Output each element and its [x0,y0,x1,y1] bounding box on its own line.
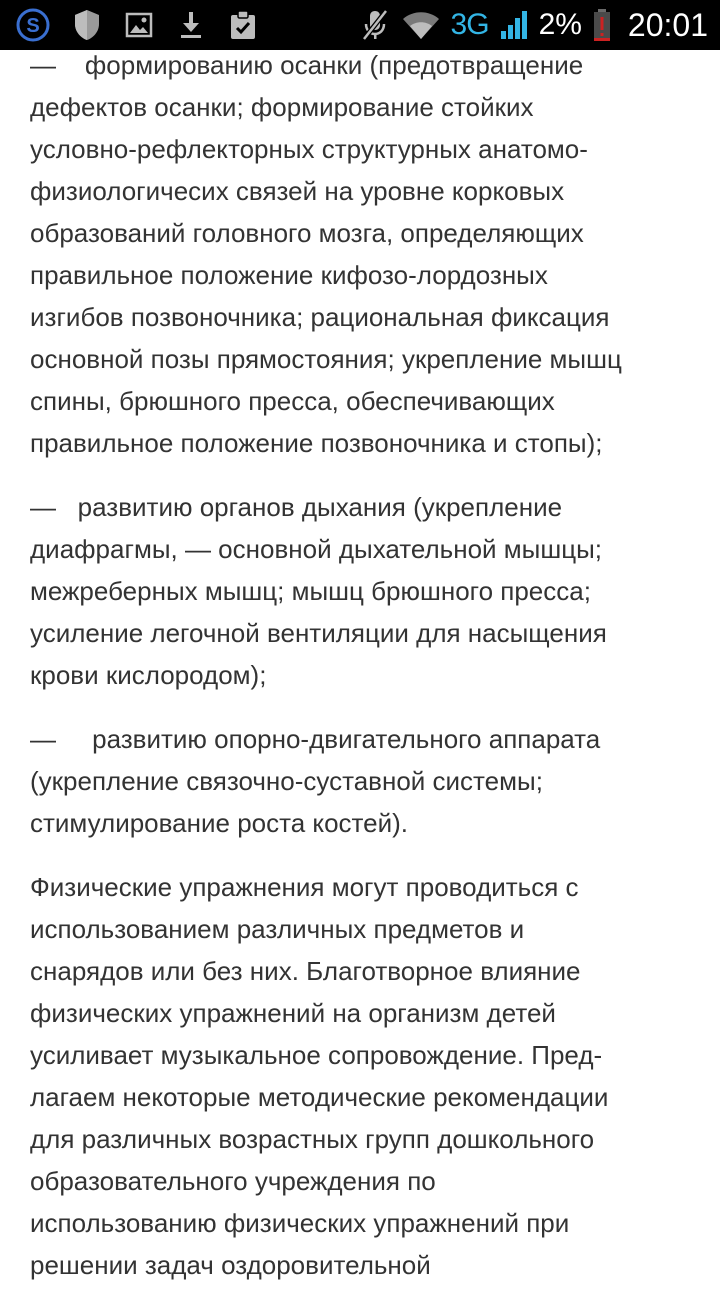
signal-icon [499,9,529,41]
text-line: — развитию опорно-двигательного аппарата [30,724,601,754]
article-body [30,44,700,1308]
text-line: правильное положение кифозо-лордозных [30,260,548,290]
notification-icons [16,8,258,42]
mute-icon [359,8,391,42]
shield-icon [72,8,102,42]
text-line: спины, брюшного пресса, обеспечивающих [30,386,555,416]
text-line: лагаем некоторые методические рекомендации [30,1082,609,1112]
text-line: образовательного учреждения по [30,1166,436,1196]
text-line: (укрепление связочно-суставной системы; [30,766,543,796]
text-line: физических упражнений на организм детей [30,998,556,1028]
text-line: — формированию осанки (предотвращение [30,50,584,80]
download-icon [176,9,206,41]
text-line: Физические упражнения могут проводиться с [30,872,579,902]
text-line: дефектов осанки; формирование стойких [30,92,534,122]
text-line: использованию физических упражнений при [30,1208,570,1238]
svg-text:S: S [26,15,40,37]
text-line: изгибов позвоночника; рациональная фиксация [30,302,610,332]
clock: 20:01 [627,6,708,43]
wifi-icon [401,9,441,41]
text-line: — развитию органов дыхания (укрепление [30,492,563,522]
text-line: диафрагмы, — основной дыхательной мышцы; [30,534,603,564]
text-line: стимулирование роста костей). [30,808,409,838]
status-bar [0,0,720,50]
paragraph-exercises [30,866,700,1286]
text-line: образований головного мозга, определяющих [30,218,584,248]
text-line: усиливает музыкальное сопровождение. Пред- [30,1040,603,1070]
text-line: решении задач оздоровительной [30,1250,431,1280]
text-line: условно-рефлекторных структурных анатомо- [30,134,588,164]
paragraph-posture [30,44,700,464]
system-indicators [359,7,708,44]
network-type: 3G [450,8,489,41]
text-line: крови кислородом); [30,660,267,690]
text-line: физиологичесих связей на уровне корковых [30,176,565,206]
text-line: межреберных мышц; мышц брюшного пресса; [30,576,591,606]
battery-icon [592,8,612,42]
s-app-icon [16,8,50,42]
battery-percent: 2% [538,8,582,41]
text-line: усиление легочной вентиляции для насыщения [30,618,607,648]
paragraph-musculoskeletal [30,718,700,844]
text-line: снарядов или без них. Благотворное влияние [30,956,581,986]
text-line: для различных возрастных групп дошкольного [30,1124,595,1154]
clipboard-check-icon [228,9,258,41]
text-line: основной позы прямостояния; укрепление мышц [30,344,622,374]
text-line: правильное положение позвоночника и стопы); [30,428,603,458]
image-icon [124,10,154,40]
text-line: использованием различных предметов и [30,914,525,944]
paragraph-breathing [30,486,700,696]
